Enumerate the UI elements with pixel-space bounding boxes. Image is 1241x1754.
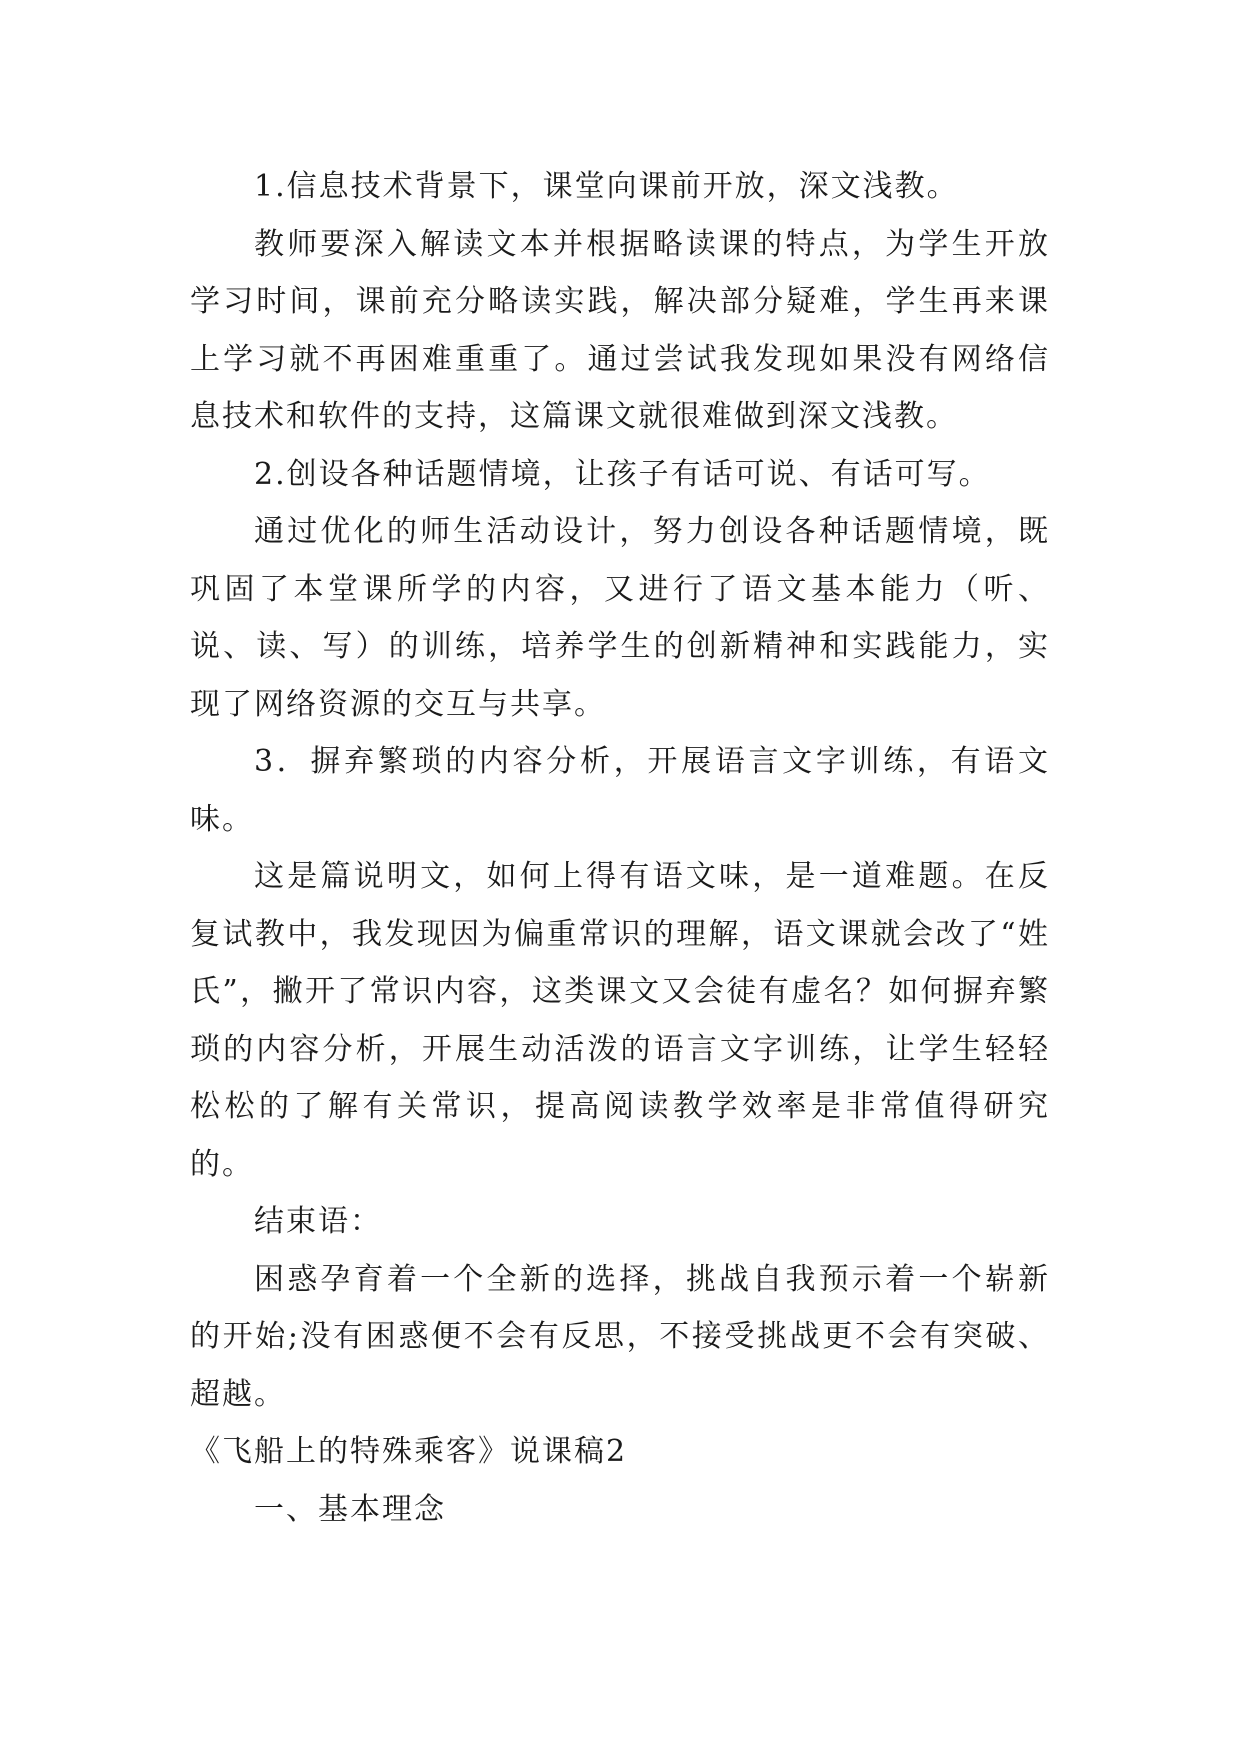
document-body (190, 158, 1050, 1538)
paragraph-section-3-body: 这是篇说明文，如何上得有语文味，是一道难题。在反复试教中，我发现因为偏重常识的理解，语文课就会改了“姓氏”，撇开了常识内容，这类课文又会徒有虚名？如何摒弃繁琐的内容分析，开展生动活泼的语言文字训练，让学生轻轻松松的了解有关常识，提高阅读教学效率是非常值得研究的。 (190, 859, 1050, 1182)
paragraph-conclusion-heading: 结束语： (254, 1204, 382, 1239)
paragraph-section-3-heading: 3．摒弃繁琐的内容分析，开展语言文字训练，有语文味。 (190, 744, 1050, 837)
paragraph-section-2-body: 通过优化的师生活动设计，努力创设各种话题情境，既巩固了本堂课所学的内容，又进行了语文基本能力（听、说、读、写）的训练，培养学生的创新精神和实践能力，实现了网络资源的交互与共享。 (190, 514, 1050, 722)
paragraph-basic-concept-heading: 一、基本理念 (254, 1491, 446, 1527)
paragraph-section-2-heading: 2.创设各种话题情境，让孩子有话可说、有话可写。 (254, 456, 991, 492)
paragraph-section-1-heading: 1.信息技术背景下，课堂向课前开放，深文浅教。 (254, 169, 959, 204)
paragraph-conclusion-body: 困惑孕育着一个全新的选择，挑战自我预示着一个崭新的开始;没有困惑便不会有反思，不接受挑战更不会有突破、超越。 (190, 1261, 1050, 1412)
paragraph-section-1-body: 教师要深入解读文本并根据略读课的特点，为学生开放学习时间，课前充分略读实践，解决部分疑难，学生再来课上学习就不再困难重重了。通过尝试我发现如果没有网络信息技术和软件的支持，这篇课文就很难做到深文浅教。 (190, 226, 1050, 434)
document-title-2: 《飞船上的特殊乘客》说课稿2 (190, 1434, 628, 1469)
